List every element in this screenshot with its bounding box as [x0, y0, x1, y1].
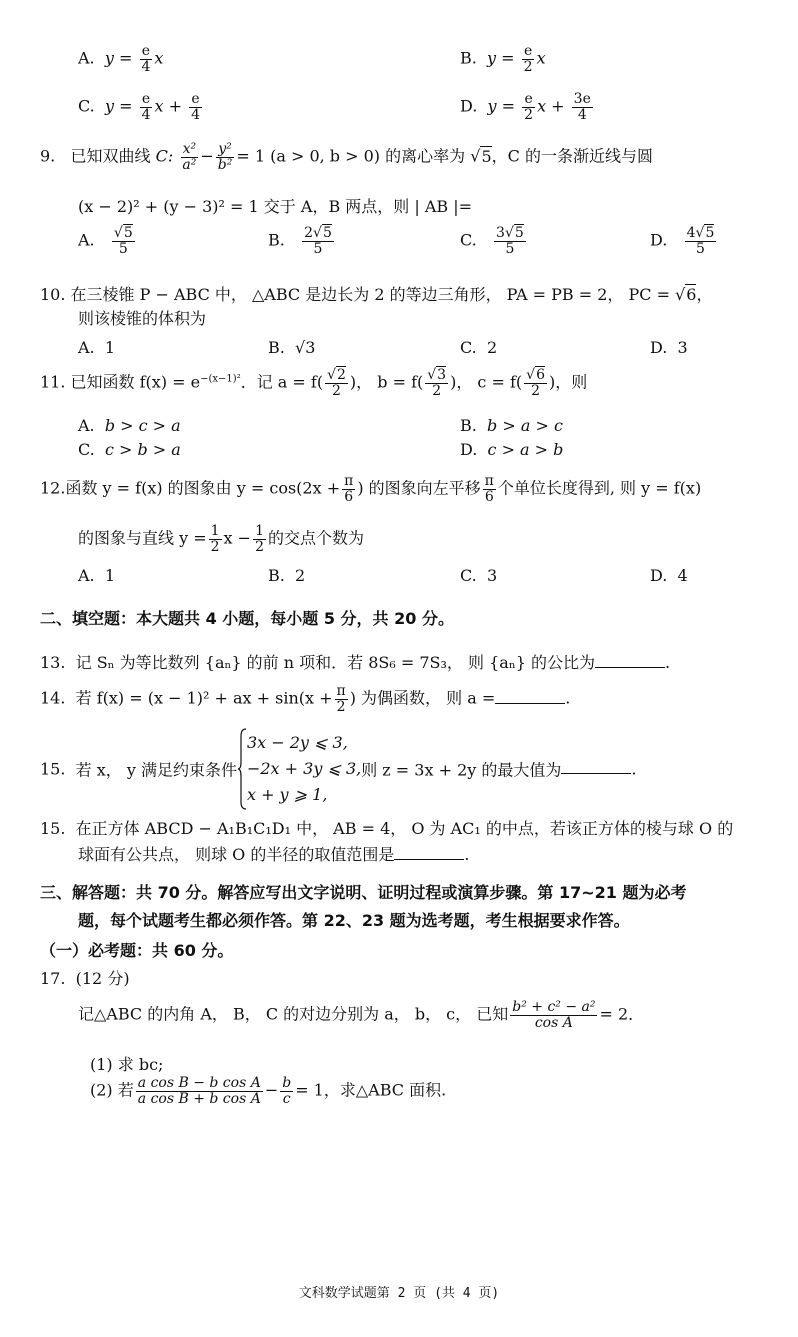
q13: 13. 记 Sₙ 为等比数列 {aₙ} 的前 n 项和．若 8S₆ = 7S₃， 则 {aₙ} 的公比为 . — [40, 653, 671, 672]
q9-option-b: B. $\frac{2√5}{5}$ — [268, 225, 332, 257]
q8-option-c: C. y = $\frac{e}{4}$ x + $\frac{e}{4}$ — [78, 91, 201, 123]
q11-stem: 11. 已知函数 $f(x) = e^{-(x-1)^2}$．记 a = f( $\frac{√2}{2}$ )， b = f( $\frac{√3}{2}$ )， c = f( $\frac{√6}{2}$ )，则 — [40, 367, 588, 399]
q9-stem: 9. 已知双曲线 C: $\frac{\text{x²}}{\text{a²}}$ − $\frac{\text{y²}}{\text{b²}}$ = 1 (a > 0, b > 0) 的离心率为 √5，C 的一条渐近线与圆 — [40, 141, 653, 173]
q17-header: 17. (12 分) — [40, 969, 130, 988]
q12-line2: 的图象与直线 y = $\frac{1}{2}$ x − $\frac{1}{2}$ 的交点个数为 — [78, 523, 364, 555]
q14: 14. 若 f(x) = (x − 1)² + ax + sin(x + $\frac{\pi}{2}$ ) 为偶函数， 则 a = . — [40, 683, 571, 715]
q9-option-a: A. $\frac{√5}{5}$ — [78, 225, 133, 257]
q10-option-a: A. 1 — [78, 338, 115, 357]
q9-line2: (x − 2)² + (y − 3)² = 1 交于 A，B 两点，则 | AB |= — [78, 197, 473, 216]
q11-option-b: B. b > a > c — [460, 416, 563, 435]
q9-option-c: C. $\frac{3√5}{5}$ — [460, 225, 524, 257]
q15b-line1: 15. 在正方体 ABCD − A₁B₁C₁D₁ 中， AB = 4， O 为 AC₁ 的中点，若该正方体的棱与球 O 的 — [40, 819, 734, 838]
q15b-line2: 球面有公共点， 则球 O 的半径的取值范围是 . — [78, 845, 470, 864]
q12-stem: 12.函数 y = f(x) 的图象由 y = cos(2x + $\frac{\pi}{6}$ ) 的图象向左平移 $\frac{\pi}{6}$ 个单位长度得到, 则 y = f(x) — [40, 473, 702, 505]
q15b-answer-blank[interactable] — [394, 858, 464, 860]
q8-option-d: D. y = $\frac{e}{2}$ x + $\frac{3e}{4}$ — [460, 91, 591, 123]
q8-option-b: B. y = $\frac{e}{2}$ x — [460, 43, 546, 75]
q8-option-a: A. y = $\frac{e}{4}$ x — [78, 43, 164, 75]
q10-option-b: B. √3 — [268, 338, 316, 357]
q17-part-1: (1) 求 bc; — [90, 1055, 164, 1074]
q12-option-d: D. 4 — [650, 566, 688, 585]
q17-part-2: (2) 若 $\frac{\text{a cos B − b cos A}}{\text{a cos B + b cos A}}$ − $\frac{b}{c}$ = 1，求△ABC 面积. — [90, 1075, 447, 1107]
q10-option-c: C. 2 — [460, 338, 498, 357]
q10-stem: 10. 在三棱锥 P − ABC 中， △ABC 是边长为 2 的等边三角形， PA = PB = 2， PC = √6， — [40, 285, 713, 304]
subsection-1-heading: （一）必考题：共 60 分。 — [40, 941, 234, 960]
q15-constraints: 15. 若 x， y 满足约束条件 3x − 2y ⩽ 3, −2x + 3y ⩽ 3, x + y ⩾ 1, 则 z = 3x + 2y 的最大值为 . — [40, 728, 636, 810]
q14-answer-blank[interactable] — [495, 702, 565, 704]
q12-option-b: B. 2 — [268, 566, 306, 585]
q10-option-d: D. 3 — [650, 338, 688, 357]
q13-answer-blank[interactable] — [595, 666, 665, 668]
q15-answer-blank[interactable] — [561, 772, 631, 774]
q12-option-c: C. 3 — [460, 566, 498, 585]
q9-option-d: D. $\frac{4√5}{5}$ — [650, 225, 715, 257]
page-footer: 文科数学试题第 2 页 (共 4 页) — [298, 1286, 500, 1301]
section-3-heading-line1: 三、解答题：共 70 分。解答应写出文字说明、证明过程或演算步骤。第 17~21 题为必考 — [40, 883, 687, 902]
q11-option-a: A. b > c > a — [78, 416, 181, 435]
section-3-heading-line2: 题，每个试题考生都必须作答。第 22、23 题为选考题，考生根据要求作答。 — [78, 911, 630, 930]
q10-line2: 则该棱锥的体积为 — [78, 309, 207, 328]
q17-stem: 记△ABC 的内角 A， B， C 的对边分别为 a， b， c， 已知 $\frac{\text{b² + c² − a²}}{\text{cos A}}$ = 2． — [78, 999, 645, 1031]
q11-option-c: C. c > b > a — [78, 440, 181, 459]
q11-option-d: D. c > a > b — [460, 440, 564, 459]
q12-option-a: A. 1 — [78, 566, 115, 585]
brace-icon — [237, 728, 247, 810]
section-2-heading: 二、填空题：本大题共 4 小题，每小题 5 分，共 20 分。 — [40, 609, 454, 628]
